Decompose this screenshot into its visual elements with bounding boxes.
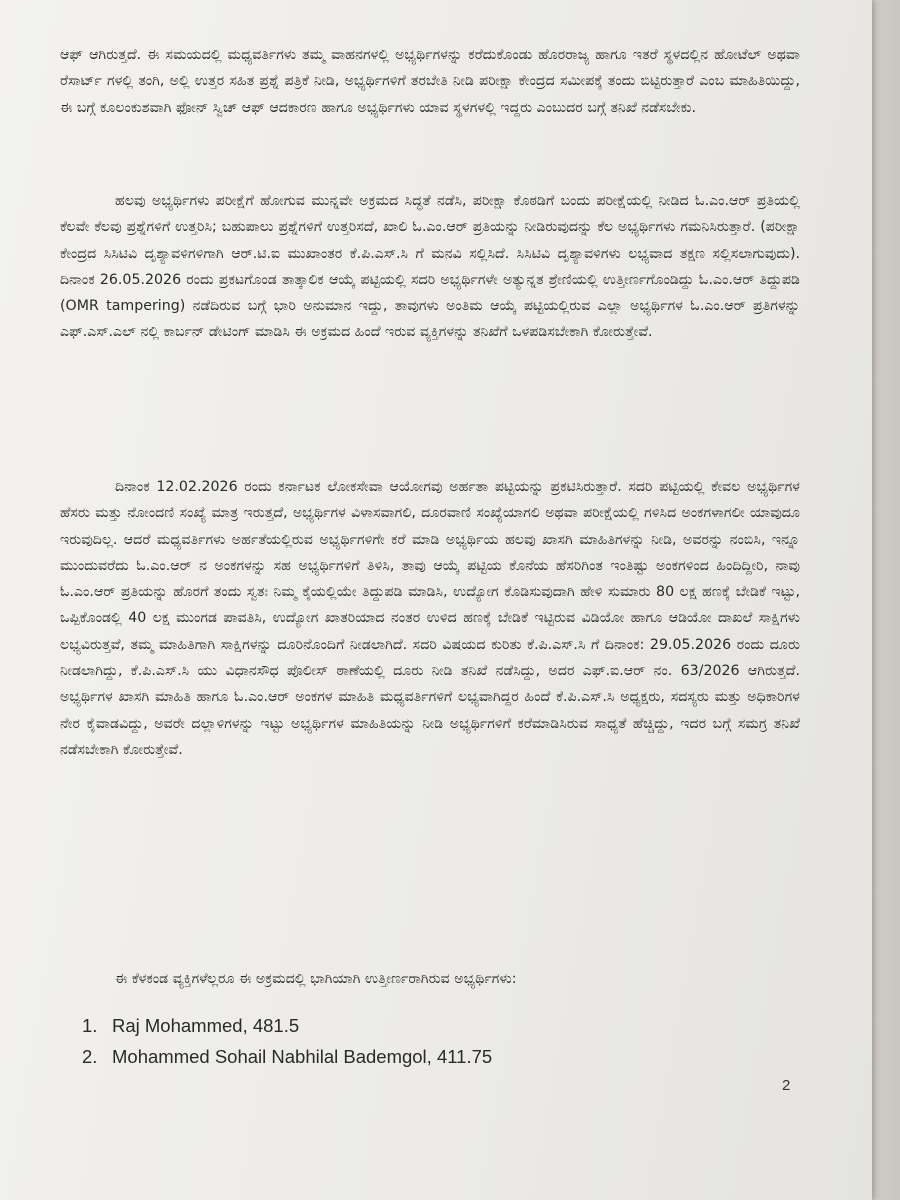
list-number: 2. — [82, 1046, 98, 1067]
candidate-entry: Mohammed Sohail Nabhilal Bademgol, 411.75 — [112, 1046, 493, 1067]
paragraph-eligibility-list: ದಿನಾಂಕ 12.02.2026 ರಂದು ಕರ್ನಾಟಕ ಲೋಕಸೇವಾ ಆಯೋಗವು ಅರ್ಹತಾ ಪಟ್ಟಿಯನ್ನು ಪ್ರಕಟಿಸಿರುತ್ತಾರೆ. ಸದರಿ ಪಟ್ಟಿಯಲ್ಲಿ ಕೇವಲ ಅಭ್ಯರ್ಥಿಗಳ ಹೆಸರು ಮತ್ತು ನೋಂದಣಿ ಸಂಖ್ಯೆ ಮಾತ್ರ ಇರುತ್ತದೆ, ಅಭ್ಯರ್ಥಿಗಳ ವಿಳಾಸವಾಗಲಿ, ದೂರವಾಣಿ ಸಂಖ್ಯೆಯಾಗಲಿ ಅಥವಾ ಪರೀಕ್ಷೆಯಲ್ಲಿ ಗಳಿಸಿದ ಅಂಕಗಳಾಗಲೀ ಯಾವುದೂ ಇರುವುದಿಲ್ಲ. ಆದರೆ ಮಧ್ಯವರ್ತಿಗಳು ಅರ್ಹತೆಯಲ್ಲಿರುವ ಅಭ್ಯರ್ಥಿಗಳಿಗೇ ಕರೆ ಮಾಡಿ ಅಭ್ಯರ್ಥಿಯ ಹಲವು ಖಾಸಗಿ ಮಾಹಿತಿಗಳನ್ನು ನೀಡಿ, ಅವರನ್ನು ನಂಬಿಸಿ, ಇನ್ನೂ ಮುಂದುವರೆದು ಓ.ಎಂ.ಆರ್ ನ ಅಂಕಗಳನ್ನು ಸಹ ಅಭ್ಯರ್ಥಿಗಳಿಗೆ ತಿಳಿಸಿ, ತಾವು ಆಯ್ಕೆ ಪಟ್ಟಿಯ ಕೊನೆಯ ಹೆಸರಿಗಿಂತ ಇಂತಿಷ್ಟು ಅಂಕಗಳಿಂದ ಹಿಂದಿದ್ದೀರಿ, ನಾವು ಓ.ಎಂ.ಆರ್ ಪ್ರತಿಯನ್ನು ಹೊರಗೆ ತಂದು ಸ್ವತಃ ನಿಮ್ಮ ಕೈಯಲ್ಲಿಯೇ ತಿದ್ದುಪಡಿ ಮಾಡಿಸಿ, ಉದ್ಯೋಗ ಕೊಡಿಸುವುದಾಗಿ ಹೇಳಿ ಸುಮಾರು 80 ಲಕ್ಷ ಹಣಕ್ಕೆ ಬೇಡಿಕೆ ಇಟ್ಟು, ಒಪ್ಪಿಕೊಂಡಲ್ಲಿ 40 ಲಕ್ಷ ಮುಂಗಡ ಪಾವತಿಸಿ, ಉದ್ಯೋಗ ಖಾತರಿಯಾದ ನಂತರ ಉಳಿದ ಹಣಕ್ಕೆ ಬೇಡಿಕೆ ಇಟ್ಟಿರುವ ವಿಡಿಯೋ ಹಾಗೂ ಆಡಿಯೋ ದಾಖಲೆ ಸಾಕ್ಷಿಗಳು ಲಭ್ಯವಿರುತ್ತವೆ, ತಮ್ಮ ಮಾಹಿತಿಗಾಗಿ ಸಾಕ್ಷಿಗಳನ್ನು ದೂರಿನೊಂದಿಗೆ ನೀಡಲಾಗಿದೆ. ಸದರಿ ವಿಷಯದ ಕುರಿತು ಕೆ.ಪಿ.ಎಸ್.ಸಿ ಗೆ ದಿನಾಂಕ: 29.05.2026 ರಂದು ದೂರು ನೀಡಲಾಗಿದ್ದು, ಕೆ.ಪಿ.ಎಸ್.ಸಿ ಯು ವಿಧಾನಸೌಧ ಪೊಲೀಸ್ ಠಾಣೆಯಲ್ಲಿ ದೂರು ನೀಡಿ ತನಿಖೆ ನಡೆಸಿದ್ದು, ಅದರ ಎಫ್.ಐ.ಆರ್ ನಂ. 63/2026 ಆಗಿರುತ್ತದೆ. ಅಭ್ಯರ್ಥಿಗಳ ಖಾಸಗಿ ಮಾಹಿತಿ ಹಾಗೂ ಓ.ಎಂ.ಆರ್ ಅಂಕಗಳ ಮಾಹಿತಿ ಮಧ್ಯವರ್ತಿಗಳಿಗೆ ಲಭ್ಯವಾಗಿದ್ದರ ಹಿಂದೆ ಕೆ.ಪಿ.ಎಸ್.ಸಿ ಅಧ್ಯಕ್ಷರು, ಸದಸ್ಯರು ಮತ್ತು ಅಧಿಕಾರಿಗಳ ನೇರ ಕೈವಾಡವಿದ್ದು, ಅವರೇ ದಲ್ಲಾಳಿಗಳನ್ನು ಇಟ್ಟು ಅಭ್ಯರ್ಥಿಗಳ ಮಾಹಿತಿಯನ್ನು ನೀಡಿ ಅಭ್ಯರ್ಥಿಗಳಿಗೆ ಕರೆಮಾಡಿಸಿರುವ ಸಾಧ್ಯತೆ ಹೆಚ್ಚಿದ್ದು, ಇದರ ಬಗ್ಗೆ ಸಮಗ್ರ ತನಿಖೆ ನಡೆಸಬೇಕಾಗಿ ಕೋರುತ್ತೇವೆ. — [60, 479, 800, 758]
list-number: 1. — [82, 1015, 98, 1036]
list-item — [82, 1041, 492, 1072]
paragraph-candidates-intro: ಈ ಕೆಳಕಂಡ ವ್ಯಕ್ತಿಗಳೆಲ್ಲರೂ ಈ ಅಕ್ರಮದಲ್ಲಿ ಭಾಗಿಯಾಗಿ ಉತ್ತೀರ್ಣರಾಗಿರುವ ಅಭ್ಯರ್ಥಿಗಳು: — [115, 971, 517, 987]
candidate-entry: Raj Mohammed, 481.5 — [112, 1015, 300, 1036]
page-number: 2 — [782, 1077, 791, 1094]
candidate-list — [82, 1010, 492, 1072]
paragraph-continuation: ಆಫ್ ಆಗಿರುತ್ತದೆ. ಈ ಸಮಯದಲ್ಲಿ ಮಧ್ಯವರ್ತಿಗಳು ತಮ್ಮ ವಾಹನಗಳಲ್ಲಿ ಅಭ್ಯರ್ಥಿಗಳನ್ನು ಕರೆದುಕೊಂಡು ಹೊರರಾಜ್ಯ ಹಾಗೂ ಇತರೆ ಸ್ಥಳದಲ್ಲಿನ ಹೋಟೆಲ್ ಅಥವಾ ರೆಸಾರ್ಟ್ ಗಳಲ್ಲಿ ತಂಗಿ, ಅಲ್ಲಿ ಉತ್ತರ ಸಹಿತ ಪ್ರಶ್ನೆ ಪತ್ರಿಕೆ ನೀಡಿ, ಅಭ್ಯರ್ಥಿಗಳಿಗೆ ತರಬೇತಿ ನೀಡಿ ಪರೀಕ್ಷಾ ಕೇಂದ್ರದ ಸಮೀಪಕ್ಕೆ ತಂದು ಬಿಟ್ಟಿರುತ್ತಾರೆ ಎಂಬ ಮಾಹಿತಿಯಿದ್ದು, ಈ ಬಗ್ಗೆ ಕೂಲಂಕುಶವಾಗಿ ಫೋನ್ ಸ್ವಿಚ್ ಆಫ್ ಆದಕಾರಣ ಹಾಗೂ ಅಭ್ಯರ್ಥಿಗಳು ಯಾವ ಸ್ಥಳಗಳಲ್ಲಿ ಇದ್ದರು ಎಂಬುದರ ಬಗ್ಗೆ ತನಿಖೆ ನಡೆಸಬೇಕು. — [60, 47, 800, 116]
list-item — [82, 1010, 492, 1041]
paragraph-omr-blank-sheets: ಹಲವು ಅಭ್ಯರ್ಥಿಗಳು ಪರೀಕ್ಷೆಗೆ ಹೋಗುವ ಮುನ್ನವೇ ಅಕ್ರಮದ ಸಿದ್ಧತೆ ನಡೆಸಿ, ಪರೀಕ್ಷಾ ಕೊಠಡಿಗೆ ಬಂದು ಪರೀಕ್ಷೆಯಲ್ಲಿ ನೀಡಿದ ಓ.ಎಂ.ಆರ್ ಪ್ರತಿಯಲ್ಲಿ ಕೆಲವೇ ಕೆಲವು ಪ್ರಶ್ನೆಗಳಿಗೆ ಉತ್ತರಿಸಿ; ಬಹುಪಾಲು ಪ್ರಶ್ನೆಗಳಿಗೆ ಉತ್ತರಿಸದೆ, ಖಾಲಿ ಓ.ಎಂ.ಆರ್ ಪ್ರತಿಯನ್ನು ನೀಡಿರುವುದನ್ನು ಕೆಲ ಅಭ್ಯರ್ಥಿಗಳು ಗಮನಿಸಿರುತ್ತಾರೆ. (ಪರೀಕ್ಷಾ ಕೇಂದ್ರದ ಸಿಸಿಟಿವಿ ದೃಶ್ಯಾವಳಿಗಳಿಗಾಗಿ ಆರ್.ಟಿ.ಐ ಮುಖಾಂತರ ಕೆ.ಪಿ.ಎಸ್.ಸಿ ಗೆ ಮನವಿ ಸಲ್ಲಿಸಿದೆ. ಸಿಸಿಟಿವಿ ದೃಶ್ಯಾವಳಿಗಳು ಲಭ್ಯವಾದ ತಕ್ಷಣ ಸಲ್ಲಿಸಲಾಗುವುದು). ದಿನಾಂಕ 26.05.2026 ರಂದು ಪ್ರಕಟಗೊಂಡ ತಾತ್ಕಾಲಿಕ ಆಯ್ಕೆ ಪಟ್ಟಿಯಲ್ಲಿ ಸದರಿ ಅಭ್ಯರ್ಥಿಗಳೇ ಅತ್ಯುನ್ನತ ಶ್ರೇಣಿಯಲ್ಲಿ ಉತ್ತೀರ್ಣಗೊಂಡಿದ್ದು ಓ.ಎಂ.ಆರ್ ತಿದ್ದುಪಡಿ (OMR tampering) ನಡೆದಿರುವ ಬಗ್ಗೆ ಭಾರಿ ಅನುಮಾನ ಇದ್ದು, ತಾವುಗಳು ಅಂತಿಮ ಆಯ್ಕೆ ಪಟ್ಟಿಯಲ್ಲಿರುವ ಎಲ್ಲಾ ಅಭ್ಯರ್ಥಿಗಳ ಓ.ಎಂ.ಆರ್ ಪ್ರತಿಗಳನ್ನು ಎಫ್.ಎಸ್.ಎಲ್ ನಲ್ಲಿ ಕಾರ್ಬನ್ ಡೇಟಿಂಗ್ ಮಾಡಿಸಿ ಈ ಅಕ್ರಮದ ಹಿಂದೆ ಇರುವ ವ್ಯಕ್ತಿಗಳನ್ನು ತನಿಖೆಗೆ ಒಳಪಡಿಸಬೇಕಾಗಿ ಕೋರುತ್ತೇವೆ. — [60, 193, 800, 341]
